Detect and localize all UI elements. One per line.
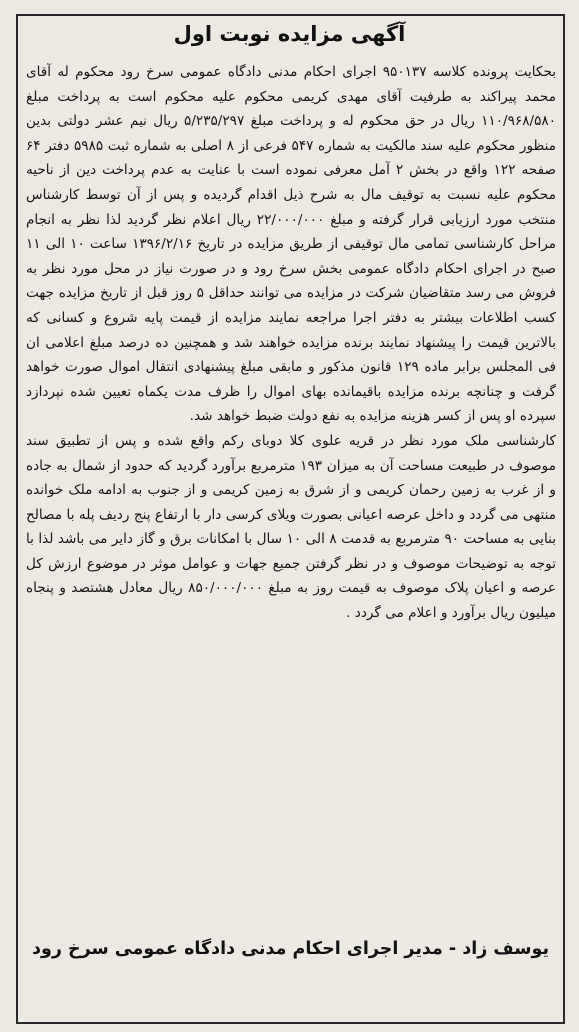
notice-paragraph-auction: بحکایت پرونده کلاسه ۹۵۰۱۳۷ اجرای احکام مدنی دادگاه عمومی سرخ رود محکوم له آقای محمد پیراکند به طرفیت آقای مهدی کریمی محکوم علیه محکوم است به پرداخت مبلغ ۱۱۰/۹۶۸/۵۸۰ ریال در حق محکوم له و پرداخت مبلغ ۵/۲۳۵/۲۹۷ ریال نیم عشر دولتی بدین منظور محکوم علیه سند مالکیت به شماره ۵۴۷ فرعی از ۸ اصلی به شماره ثبت ۵۹۸۵ دفتر ۶۴ صفحه ۱۲۲ واقع در بخش ۲ آمل معرفی نموده است با عنایت به عدم پرداخت دین از ناحیه محکوم علیه نسبت به توقیف مال به شرح ذیل اقدام گردیده و پس از آن توسط کارشناس منتخب مورد ارزیابی قرار گرفته و مبلغ ۲۲/۰۰۰/۰۰۰ ریال اعلام نظر گردید لذا نظر به انجام مراحل کارشناسی تمامی مال توقیفی از طریق مزایده در تاریخ ۱۳۹۶/۲/۱۶ ساعت ۱۰ الی ۱۱ صبح در اجرای احکام دادگاه عمومی بخش سرخ رود و در صورت نیاز در محل مورد نظر به فروش می رسد متقاضیان شرکت در مزایده می توانند حداقل ۵ روز قبل از تاریخ مزایده جهت کسب اطلاعات بیشتر به دفتر اجرا مراجعه نمایند مزایده از قیمت پایه شروع و کسانی که بالاترین قیمت را پیشنهاد نمایند برنده مزایده خواهند شد و همچنین ده درصد مبلغ اعلامی ان فی المجلس برابر ماده ۱۲۹ قانون مذکور و مابقی مبلغ پیشنهادی انتقال اموال صورت خواهد گرفت و چنانچه برنده مزایده باقیمانده بهای اموال را ظرف مدت یکماه تعیین شده نپردازد سپرده او پس از کسر هزینه مزایده به نفع دولت ضبط خواهد شد. bbox=[26, 64, 557, 425]
notice-signature: یوسف زاد - مدیر اجرای احکام مدنی دادگاه عمومی سرخ رود bbox=[31, 939, 550, 959]
notice-paragraph-appraisal: کارشناسی ملک مورد نظر در قریه علوی کلا دوبای رکم واقع شده و پس از تطبیق سند موصوف در طبیعت مساحت آن به میزان ۱۹۳ مترمربع برآورد گردید که حدود از شمال به جاده و از غرب به زمین رحمان کریمی و از شرق به زمین کریمی و از جنوب به ادامه ملک خوانده منتهی می گردد و داخل عرصه اعیانی بصورت ویلای کرسی دار با ارتفاع پنج ردیف پله با مصالح بنایی به مساحت ۹۰ مترمربع به قدمت ۸ الی ۱۰ سال با امکانات برق و گاز دایر می باشد لذا با توجه به توضیحات موصوف و در نظر گرفتن جمیع جهات و عوامل موثر در موضوع ارزش کل عرصه و اعیان پلاک موصوف به قیمت روز به مبلغ ۸۵۰/۰۰۰/۰۰۰ ریال معادل هشتصد و پنجاه میلیون ریال برآورد و اعلام می گردد . bbox=[26, 432, 556, 622]
notice-title: آگهی مزایده نوبت اول bbox=[173, 22, 406, 46]
notice-body bbox=[26, 60, 556, 626]
